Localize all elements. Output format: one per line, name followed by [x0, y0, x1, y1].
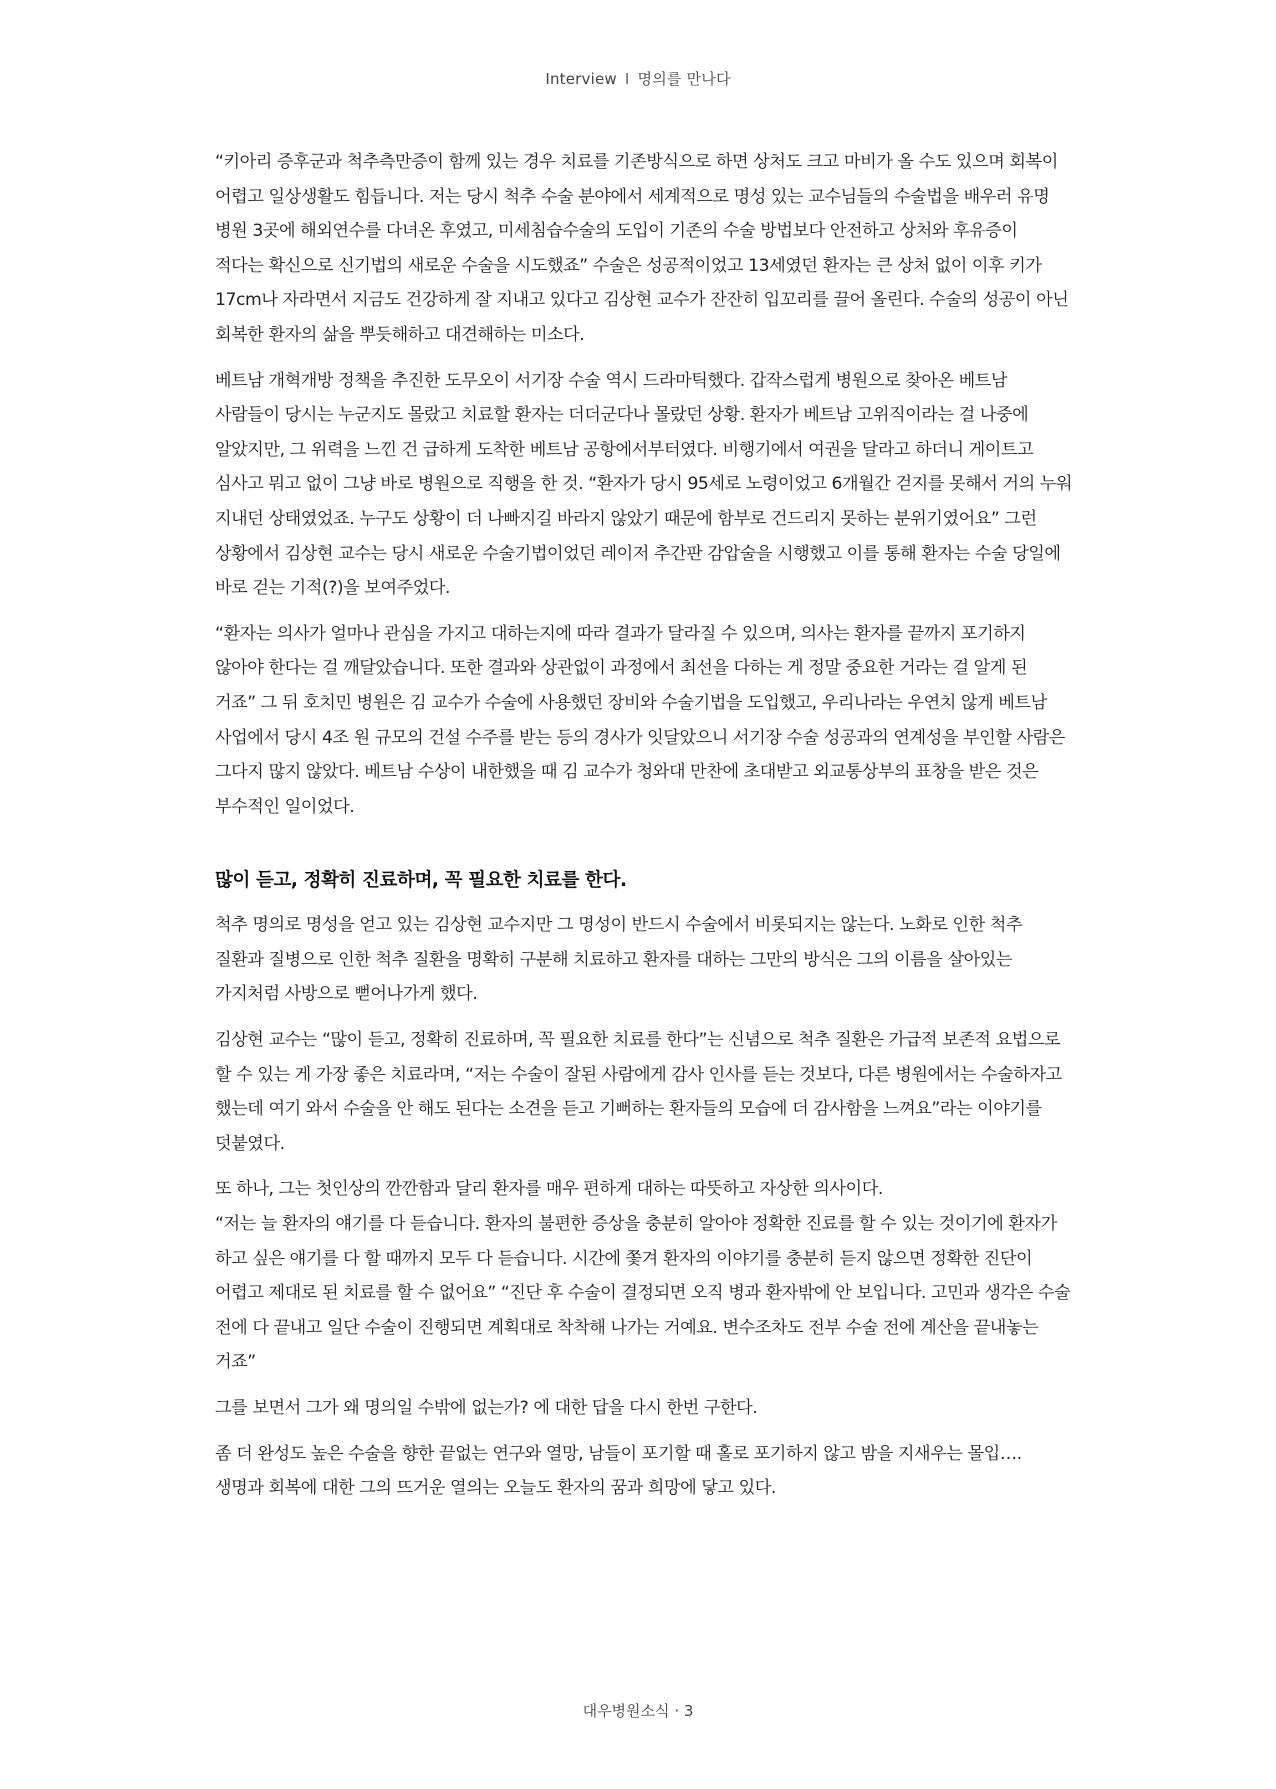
paragraph-line: 않아야 한다는 걸 깨달았습니다. 또한 결과와 상관없이 과정에서 최선을 다하는 게 정말 중요한 거라는 걸 알게 된 — [215, 658, 1028, 679]
paragraph — [215, 1023, 1155, 1161]
footer-dot: · — [674, 1702, 684, 1720]
paragraph-line: 부수적인 일이었다. — [215, 796, 355, 817]
paragraph — [215, 1391, 1155, 1426]
paragraph-line: 바로 걷는 기적(?)을 보여주었다. — [215, 578, 451, 599]
section-heading: 많이 듣고, 정확히 진료하며, 꼭 필요한 치료를 한다. — [215, 870, 627, 892]
header-section: Interview — [545, 70, 617, 88]
paragraph-line: 지내던 상태였었죠. 누구도 상황이 더 나빠지길 바라지 않았기 때문에 함부로 건드리지 못하는 분위기였어요” 그런 — [215, 508, 1037, 529]
paragraph-line: 생명과 회복에 대한 그의 뜨거운 열의는 오늘도 환자의 꿈과 희망에 닿고 있다. — [215, 1478, 776, 1499]
paragraph-line: 전에 다 끝내고 일단 수술이 진행되면 계획대로 착착해 나가는 거예요. 변수조차도 전부 수술 전에 계산을 끝내놓는 — [215, 1317, 1039, 1338]
paragraph-line: 또 하나, 그는 첫인상의 깐깐함과 달리 환자를 매우 편하게 대하는 따뜻하고 자상한 의사이다. — [215, 1179, 883, 1200]
paragraph-line: 했는데 여기 와서 수술을 안 해도 된다는 소견을 듣고 기뻐하는 환자들의 모습에 더 감사함을 느껴요”라는 이야기를 — [215, 1099, 1042, 1120]
paragraph-line: 거죠” 그 뒤 호치민 병원은 김 교수가 수술에 사용했던 장비와 수술기법을 도입했고, 우리나라는 우연치 않게 베트남 — [215, 692, 1047, 713]
paragraph-line: 어렵고 제대로 된 치료를 할 수 없어요” “진단 후 수술이 결정되면 오직 병과 환자밖에 안 보입니다. 고민과 생각은 수술 — [215, 1283, 1071, 1304]
paragraph — [215, 908, 1155, 1012]
paragraph-line: 사업에서 당시 4조 원 규모의 건설 수주를 받는 등의 경사가 잇달았으니 서기장 수술 성공과의 연계성을 부인할 사람은 — [215, 727, 1065, 748]
paragraph-line: 적다는 확신으로 신기법의 새로운 수술을 시도했죠” 수술은 성공적이었고 13세였던 환자는 큰 상처 없이 이후 키가 — [215, 255, 1042, 276]
footer-publication: 대우병원소식 — [582, 1702, 670, 1720]
running-header — [0, 68, 1276, 89]
paragraph-line: 17cm나 자라면서 지금도 건강하게 잘 지내고 있다고 김상현 교수가 잔잔히 입꼬리를 끌어 올린다. 수술의 성공이 아닌 — [215, 290, 1069, 311]
paragraph-line: “키아리 증후군과 척추측만증이 함께 있는 경우 치료를 기존방식으로 하면 상처도 크고 마비가 올 수도 있으며 회복이 — [215, 152, 1058, 172]
paragraph-line: 어렵고 일상생활도 힘듭니다. 저는 당시 척추 수술 분야에서 세계적으로 명성 있는 교수님들의 수술법을 배우러 유명 — [215, 186, 1050, 207]
paragraph-line: 김상현 교수는 “많이 듣고, 정확히 진료하며, 꼭 필요한 치료를 한다”는 신념으로 척추 질환은 가급적 보존적 요법으로 — [215, 1030, 1061, 1051]
article-section-1 — [215, 145, 1155, 824]
paragraph-line: 가지처럼 사방으로 뻗어나가게 했다. — [215, 984, 478, 1005]
paragraph-line: 그다지 많지 않았다. 베트남 수상이 내한했을 때 김 교수가 청와대 만찬에 초대받고 외교통상부의 표창을 받은 것은 — [215, 762, 1039, 783]
header-separator: I — [624, 70, 630, 88]
paragraph — [215, 1437, 1155, 1506]
paragraph — [215, 617, 1155, 825]
paragraph-line: 알았지만, 그 위력을 느낀 건 급하게 도착한 베트남 공항에서부터였다. 비행기에서 여권을 달라고 하더니 게이트고 — [215, 439, 1034, 460]
paragraph-line: 척추 명의로 명성을 얻고 있는 김상현 교수지만 그 명성이 반드시 수술에서 비롯되지는 않는다. 노화로 인한 척추 — [215, 915, 1023, 936]
paragraph-line: 하고 싶은 얘기를 다 할 때까지 모두 다 듣습니다. 시간에 쫓겨 환자의 이야기를 충분히 듣지 않으면 정확한 진단이 — [215, 1248, 1033, 1269]
paragraph-line: 좀 더 완성도 높은 수술을 향한 끝없는 연구와 열망, 남들이 포기할 때 홀로 포기하지 않고 밤을 지새우는 몰입…. — [215, 1443, 1022, 1464]
paragraph-line: “저는 늘 환자의 얘기를 다 듣습니다. 환자의 불편한 증상을 충분히 알아야 정확한 진료를 할 수 있는 것이기에 환자가 — [215, 1214, 1057, 1235]
paragraph-line: 병원 3곳에 해외연수를 다녀온 후였고, 미세침습수술의 도입이 기존의 수술 방법보다 안전하고 상처와 후유증이 — [215, 221, 1018, 242]
page-footer — [0, 1700, 1276, 1721]
footer-page-number: 3 — [683, 1702, 694, 1720]
paragraph-line: “환자는 의사가 얼마나 관심을 가지고 대하는지에 따라 결과가 달라질 수 있으며, 의사는 환자를 끝까지 포기하지 — [215, 623, 1026, 644]
paragraph — [215, 364, 1155, 606]
paragraph-line: 할 수 있는 게 가장 좋은 치료라며, “저는 수술이 잘된 사람에게 감사 인사를 듣는 것보다, 다른 병원에서는 수술하자고 — [215, 1064, 1062, 1085]
paragraph-line: 거죠” — [215, 1352, 256, 1373]
paragraph-line: 심사고 뭐고 없이 그냥 바로 병원으로 직행을 한 것. “환자가 당시 95세로 노령이었고 6개월간 걷지를 못해서 거의 누워 — [215, 474, 1073, 495]
article-section-2 — [215, 908, 1155, 1506]
paragraph-line: 그를 보면서 그가 왜 명의일 수밖에 없는가? 에 대한 답을 다시 한번 구한다. — [215, 1398, 758, 1418]
paragraph — [215, 1172, 1155, 1380]
paragraph-line: 회복한 환자의 삶을 뿌듯해하고 대견해하는 미소다. — [215, 324, 585, 345]
article-body — [215, 145, 1155, 1517]
paragraph-line: 질환과 질병으로 인한 척추 질환을 명확히 구분해 치료하고 환자를 대하는 그만의 방식은 그의 이름을 살아있는 — [215, 949, 1013, 970]
paragraph-line: 덧붙였다. — [215, 1133, 285, 1154]
paragraph-line: 사람들이 당시는 누군지도 몰랐고 치료할 환자는 더더군다나 몰랐던 상황. 환자가 베트남 고위직이라는 걸 나중에 — [215, 405, 1029, 426]
paragraph — [215, 145, 1155, 353]
header-title: 명의를 만나다 — [637, 70, 731, 88]
paragraph-line: 상황에서 김상현 교수는 당시 새로운 수술기법이었던 레이저 추간판 감압술을 시행했고 이를 통해 환자는 수술 당일에 — [215, 543, 1061, 564]
paragraph-line: 베트남 개혁개방 정책을 추진한 도무오이 서기장 수술 역시 드라마틱했다. 갑작스럽게 병원으로 찾아온 베트남 — [215, 370, 1008, 391]
